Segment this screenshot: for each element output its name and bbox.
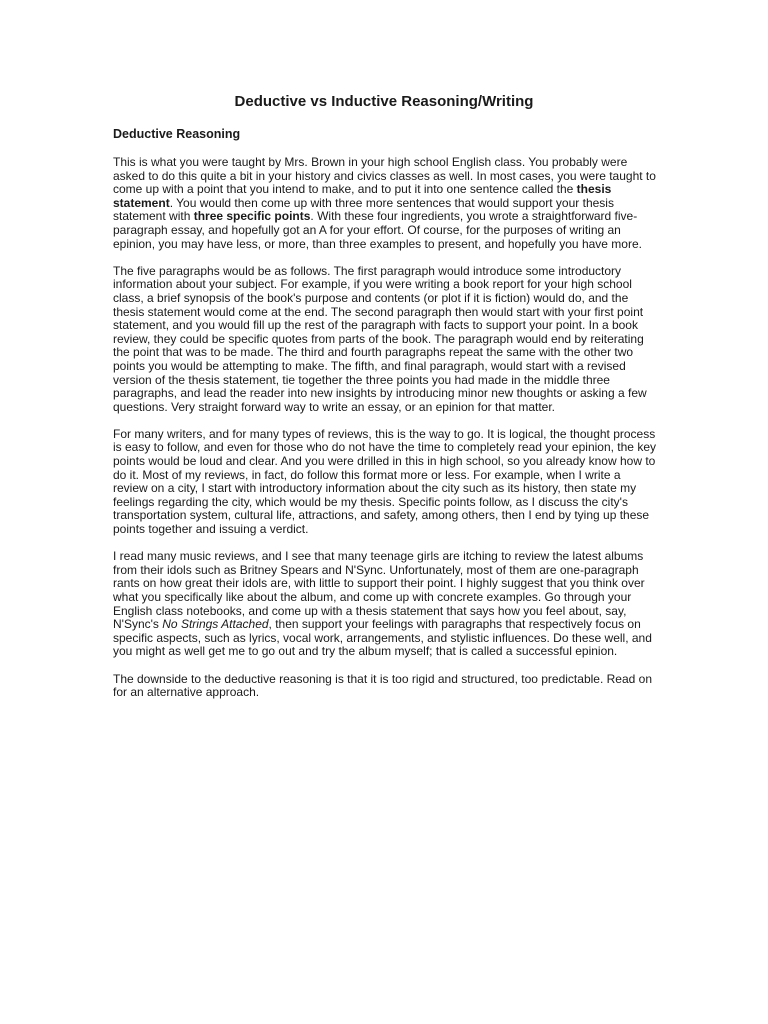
paragraph-4: I read many music reviews, and I see that many teenage girls are itching to review the latest albums from their idols such as Britney Spears and N'Sync. Unfortunately, most of them are one-paragraph rants on how great their idols are, with little to support their point. I highly suggest that you think over what you specifically like about the album, and come up with concrete examples. Go through your English class notebooks, and come up with a thesis statement that says how you feel about, say, N'Sync's No Strings Attached, then support your feelings with paragraphs that respectively focus on specific aspects, such as lyrics, vocal work, arrangements, and stylistic influences. Do these well, and you might as well get me to go out and try the album myself; that is called a successful epinion. [113,549,652,659]
section-heading: Deductive Reasoning [113,127,241,141]
paragraph-3: For many writers, and for many types of reviews, this is the way to go. It is logical, the thought process is easy to follow, and even for those who do not have the time to completely read your epinion, the key points would be loud and clear. And you were drilled in this in high school, so you already know how to do it. Most of my reviews, in fact, do follow this format more or less. For example, when I write a review on a city, I start with introductory information about the city such as its history, then state my feelings regarding the city, which would be my thesis. Specific points follow, as I discuss the city's transportation system, cultural life, attractions, and safety, among others, then I end by tying up these points together and issuing a verdict. [113,426,656,537]
document-title: Deductive vs Inductive Reasoning/Writing [234,93,534,110]
paragraph-2: The five paragraphs would be as follows. The first paragraph would introduce some introductory information about your subject. For example, if you were writing a book report for your high school class, a brief synopsis of the book's purpose and contents (or plot if it is fiction) would do, and the thesis statement would come at the end. The second paragraph then would start with your first point statement, and you would fill up the rest of the paragraph with facts to support your point. In a book review, they could be specific quotes from parts of the book. The paragraph would end by reiterating the point that was to be made. The third and fourth paragraphs repeat the same with the other two points you would be attempting to make. The fifth, and final paragraph, would start with a revised version of the thesis statement, tie together the three points you had made in the middle three paragraphs, and lead the reader into new insights by introducing minor new thoughts or asking a few questions. Very straight forward way to write an essay, or an epinion for that matter. [113,263,647,414]
paragraph-5: The downside to the deductive reasoning is that it is too rigid and structured, too predictable. Read on for an alternative approach. [113,671,652,700]
thesis-statement-term: thesis statement [113,182,612,210]
paragraph-1: This is what you were taught by Mrs. Brown in your high school English class. You probably were asked to do this quite a bit in your history and civics classes as well. In most cases, you were taught to come up with a point that you intend to make, and to put it into one sentence called the thesis statement. You would then come up with three more sentences that would support your thesis statement with three specific points. With these four ingredients, you wrote a straightforward five-paragraph essay, and hopefully got an A for your effort. Of course, for the purposes of writing an epinion, you may have less, or more, than three examples to present, and hopefully you have more. [113,155,656,251]
three-points-term: three specific points [193,209,311,224]
album-title: No Strings Attached [162,617,269,632]
document-body [113,156,658,713]
